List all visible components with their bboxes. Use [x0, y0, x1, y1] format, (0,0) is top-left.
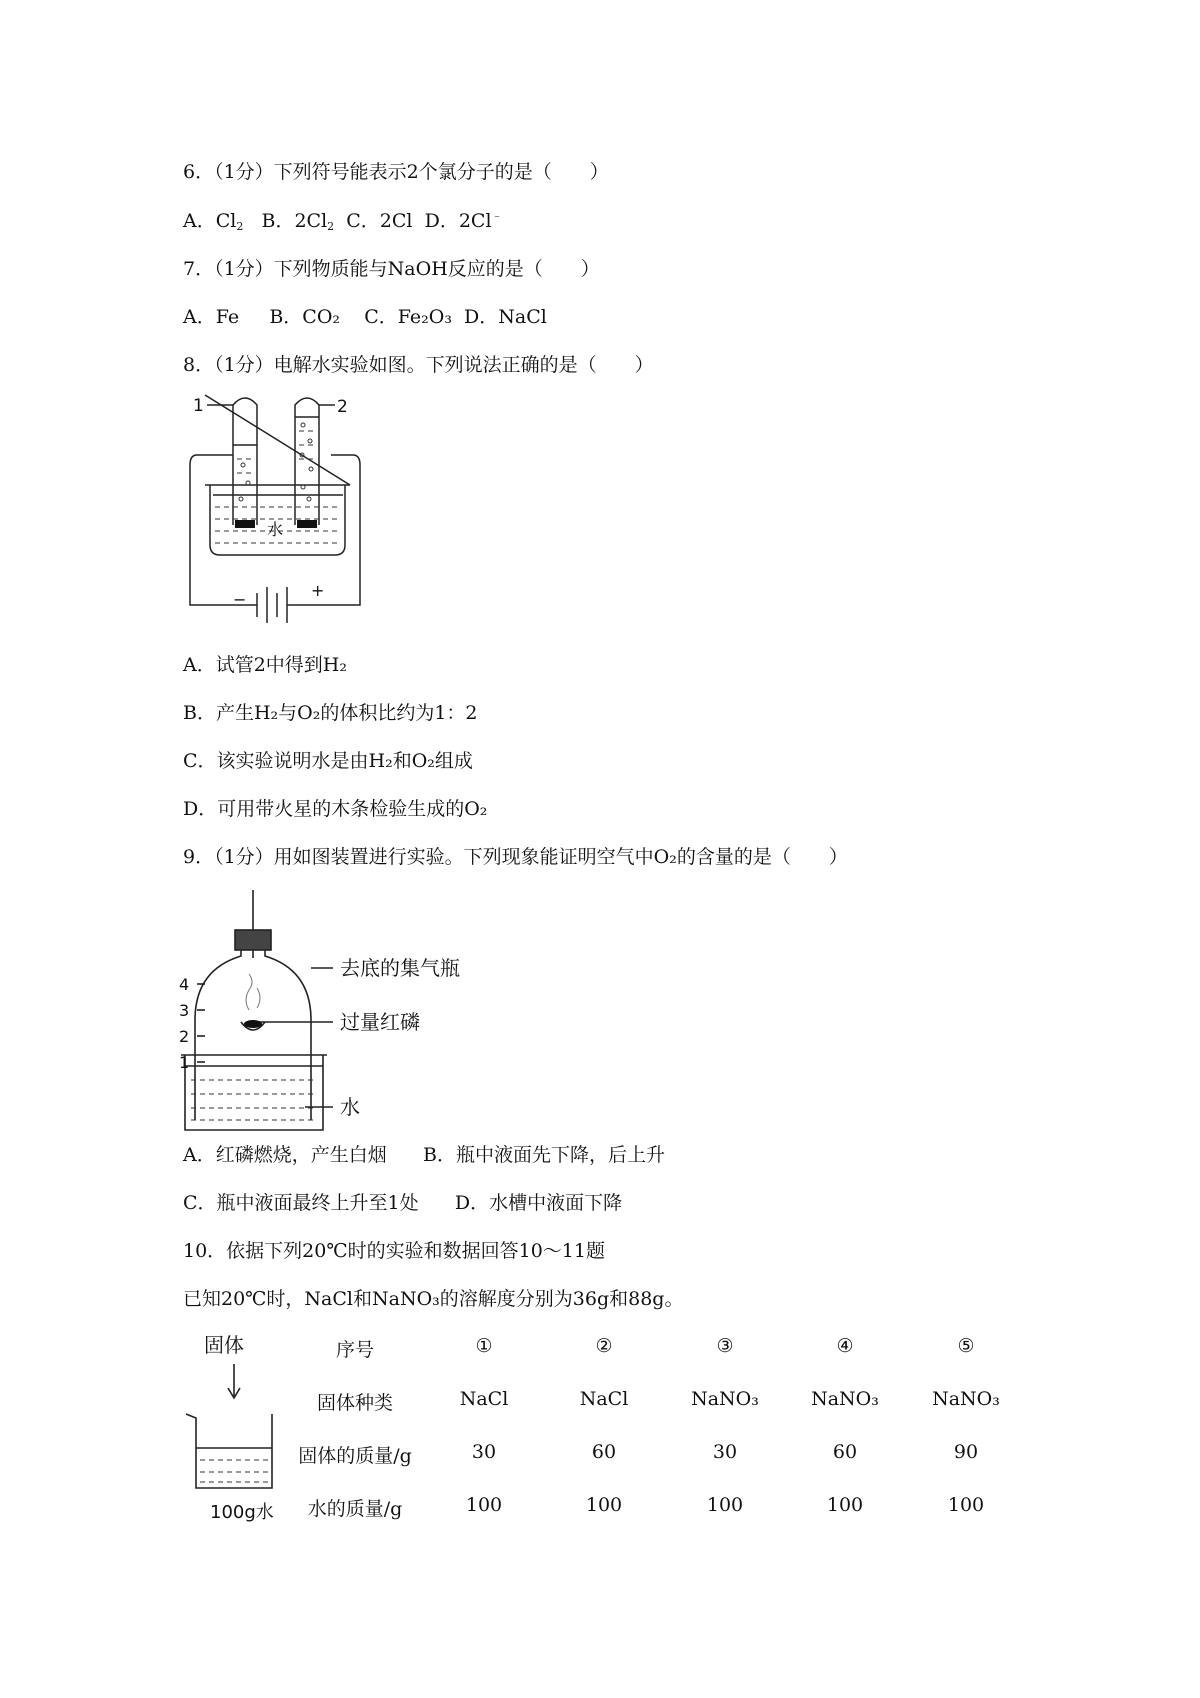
q6-options — [183, 206, 503, 233]
q9-option-c[interactable]: C．瓶中液面最终上升至1处 — [183, 1192, 419, 1214]
table-cell: 100 — [706, 1494, 744, 1516]
table-cell: ① — [475, 1335, 493, 1357]
phosphorus-label: 过量红磷 — [340, 1010, 420, 1034]
q10-stem: 10．依据下列20℃时的实验和数据回答10～11题 — [183, 1240, 605, 1262]
table-cell: ⑤ — [957, 1335, 975, 1357]
scale-3: 3 — [179, 1001, 190, 1020]
tube-label-1: 1 — [193, 396, 204, 416]
scale-4: 4 — [179, 975, 190, 994]
q7-option-a[interactable]: A．Fe — [183, 306, 240, 328]
table-cell: ② — [595, 1335, 613, 1357]
table-cell: NaCl — [459, 1388, 509, 1410]
q6-option-d[interactable]: D．2Cl﹣ — [424, 209, 503, 232]
table-cell: NaNO₃ — [932, 1388, 1000, 1410]
table-cell: 30 — [471, 1441, 497, 1463]
scale-1: 1 — [179, 1053, 190, 1072]
q9-option-a[interactable]: A．红磷燃烧，产生白烟 — [183, 1144, 387, 1166]
q7-option-b[interactable]: B．CO₂ — [269, 306, 341, 328]
q8-option-b[interactable]: B．产生H₂与O₂的体积比约为1：2 — [183, 702, 478, 724]
row-label-number: 序号 — [335, 1339, 375, 1361]
q7-stem: 7．（1分）下列物质能与NaOH反应的是（ ） — [183, 258, 600, 280]
row-label-water-mass: 水的质量/g — [307, 1498, 403, 1520]
negative-label: − — [233, 590, 247, 609]
q8-option-a[interactable]: A．试管2中得到H₂ — [183, 654, 347, 676]
q9-options-row1 — [183, 1140, 665, 1167]
table-cell: 90 — [953, 1441, 979, 1463]
q8-option-c[interactable]: C．该实验说明水是由H₂和O₂组成 — [183, 750, 473, 772]
table-cell: 60 — [832, 1441, 858, 1463]
electrolysis-figure — [185, 395, 385, 625]
q9-stem: 9．（1分）用如图装置进行实验。下列现象能证明空气中O₂的含量的是（ ） — [183, 846, 848, 868]
table-cell: 100 — [465, 1494, 503, 1516]
q8-stem: 8．（1分）电解水实验如图。下列说法正确的是（ ） — [183, 354, 654, 376]
table-cell: ③ — [716, 1335, 734, 1357]
q6-option-c[interactable]: C．2Cl — [346, 210, 413, 232]
q6-option-b[interactable]: B．$2Cl_2$ — [261, 210, 335, 233]
q8-option-d[interactable]: D．可用带火星的木条检验生成的O₂ — [183, 798, 488, 820]
scale-2: 2 — [179, 1027, 190, 1046]
beaker-figure — [188, 1330, 288, 1530]
water-label: 水 — [267, 520, 284, 539]
tube-label-2: 2 — [337, 397, 348, 417]
q7-option-c[interactable]: C．Fe₂O₃ — [364, 306, 452, 328]
q6-option-a[interactable]: A．$Cl_2$ — [183, 210, 244, 233]
solid-label: 固体 — [204, 1333, 244, 1357]
table-cell: 60 — [591, 1441, 617, 1463]
phosphorus-figure — [179, 890, 505, 1130]
row-label-solid-mass: 固体的质量/g — [298, 1445, 412, 1467]
q7-options — [183, 302, 547, 329]
q9-option-b[interactable]: B．瓶中液面先下降，后上升 — [422, 1144, 665, 1166]
table-cell: 30 — [712, 1441, 738, 1463]
q10-known: 已知20℃时，NaCl和NaNO₃的溶解度分别为36g和88g。 — [183, 1288, 684, 1310]
q9-option-d[interactable]: D．水槽中液面下降 — [454, 1192, 623, 1214]
row-label-type: 固体种类 — [316, 1392, 394, 1414]
bottle-label: 去底的集气瓶 — [340, 956, 460, 980]
table-cell: 100 — [947, 1494, 985, 1516]
positive-label: + — [311, 581, 325, 600]
water-label: 水 — [340, 1095, 360, 1119]
table-cell: ④ — [836, 1335, 854, 1357]
table-cell: 100 — [585, 1494, 623, 1516]
table-cell: NaNO₃ — [691, 1388, 759, 1410]
q6-stem: 6．（1分）下列符号能表示2个氯分子的是（ ） — [183, 161, 609, 183]
water-mass-label: 100g水 — [210, 1502, 274, 1523]
table-cell: 100 — [826, 1494, 864, 1516]
table-cell: NaCl — [579, 1388, 629, 1410]
table-cell: NaNO₃ — [811, 1388, 879, 1410]
q7-option-d[interactable]: D．NaCl — [464, 306, 547, 328]
q9-options-row2 — [183, 1188, 622, 1215]
